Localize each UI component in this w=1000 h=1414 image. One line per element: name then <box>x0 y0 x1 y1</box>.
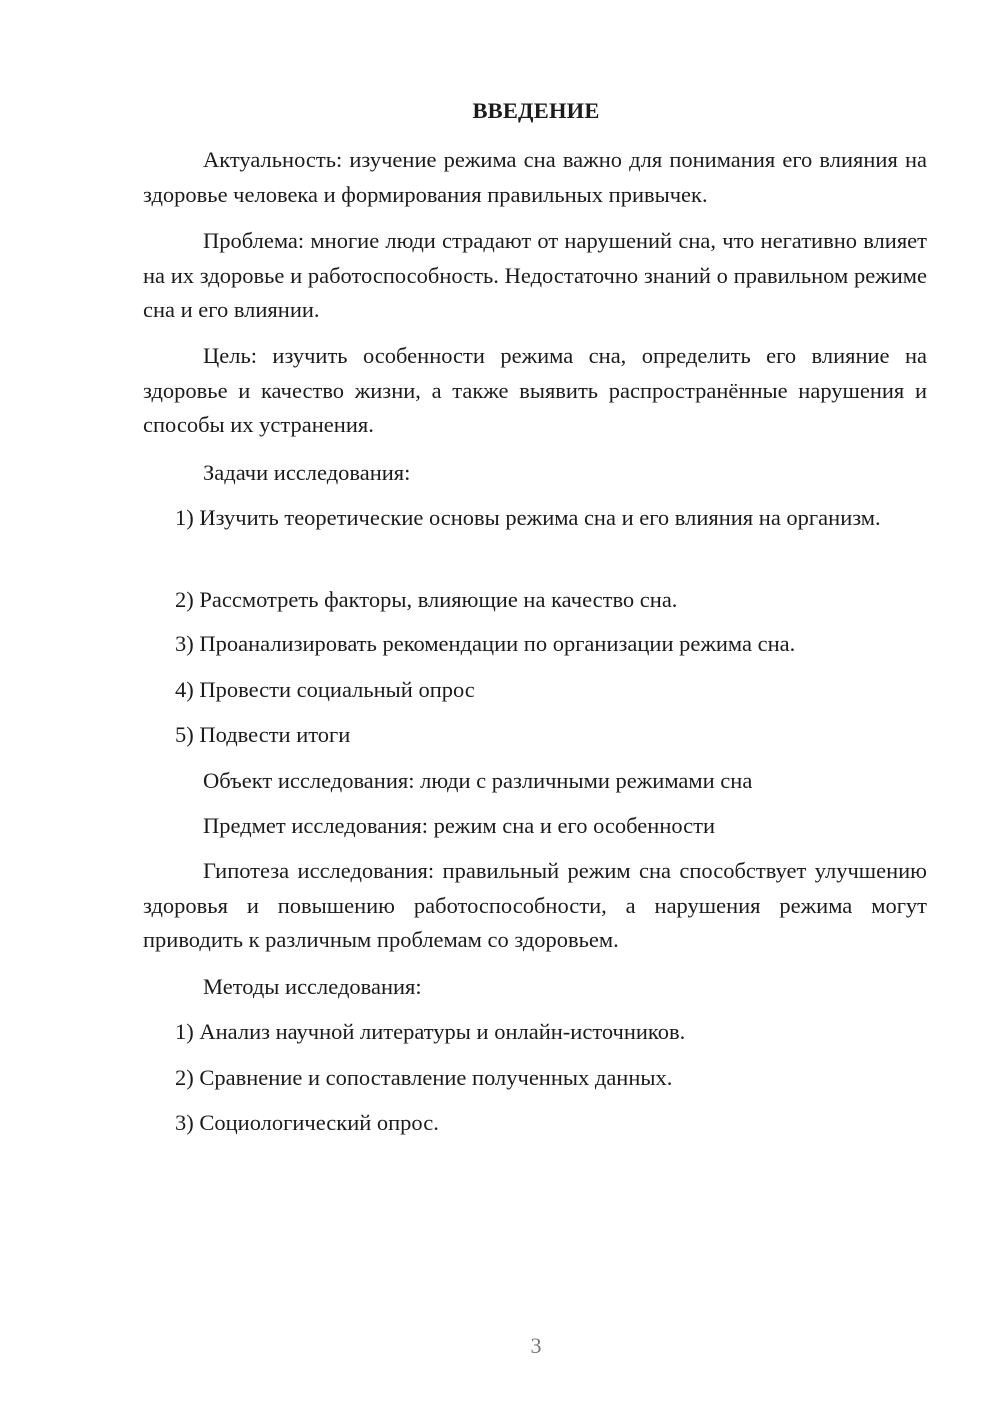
tasks-heading: Задачи исследования: <box>203 460 411 485</box>
methods-heading: Методы исследования: <box>203 974 422 999</box>
relevance-paragraph: Актуальность: изучение режима сна важно для понимания его влияния на здоровье человека и формирования правильных привычек. <box>143 147 927 207</box>
problem-paragraph: Проблема: многие люди страдают от нарушений сна, что негативно влияет на их здоровье и работоспособность. Недостаточно знаний о правильном режиме сна и его влиянии. <box>143 228 927 323</box>
task-item-2: 2) Рассмотреть факторы, влияющие на качество сна. <box>175 587 678 612</box>
task-item-3: 3) Проанализировать рекомендации по организации режима сна. <box>175 631 796 656</box>
task-item-4: 4) Провести социальный опрос <box>175 677 475 702</box>
method-item-3: 3) Социологический опрос. <box>175 1110 439 1135</box>
goal-paragraph: Цель: изучить особенности режима сна, определить его влияние на здоровье и качество жизни, а также выявить распространённые нарушения и способы их устранения. <box>143 343 927 438</box>
task-item-1: 1) Изучить теоретические основы режима сна и его влияния на организм. <box>175 505 881 530</box>
subject-paragraph: Предмет исследования: режим сна и его особенности <box>203 813 716 838</box>
object-paragraph: Объект исследования: люди с различными режимами сна <box>203 768 753 793</box>
method-item-1: 1) Анализ научной литературы и онлайн-источников. <box>175 1019 686 1044</box>
section-heading: ВВЕДЕНИЕ <box>472 98 600 123</box>
task-item-5: 5) Подвести итоги <box>175 722 351 747</box>
page-number: 3 <box>530 1333 542 1358</box>
hypothesis-paragraph: Гипотеза исследования: правильный режим сна способствует улучшению здоровья и повышению работоспособности, а нарушения режима могут приводить к различным проблемам со здоровьем. <box>143 858 927 953</box>
method-item-2: 2) Сравнение и сопоставление полученных данных. <box>175 1065 673 1090</box>
